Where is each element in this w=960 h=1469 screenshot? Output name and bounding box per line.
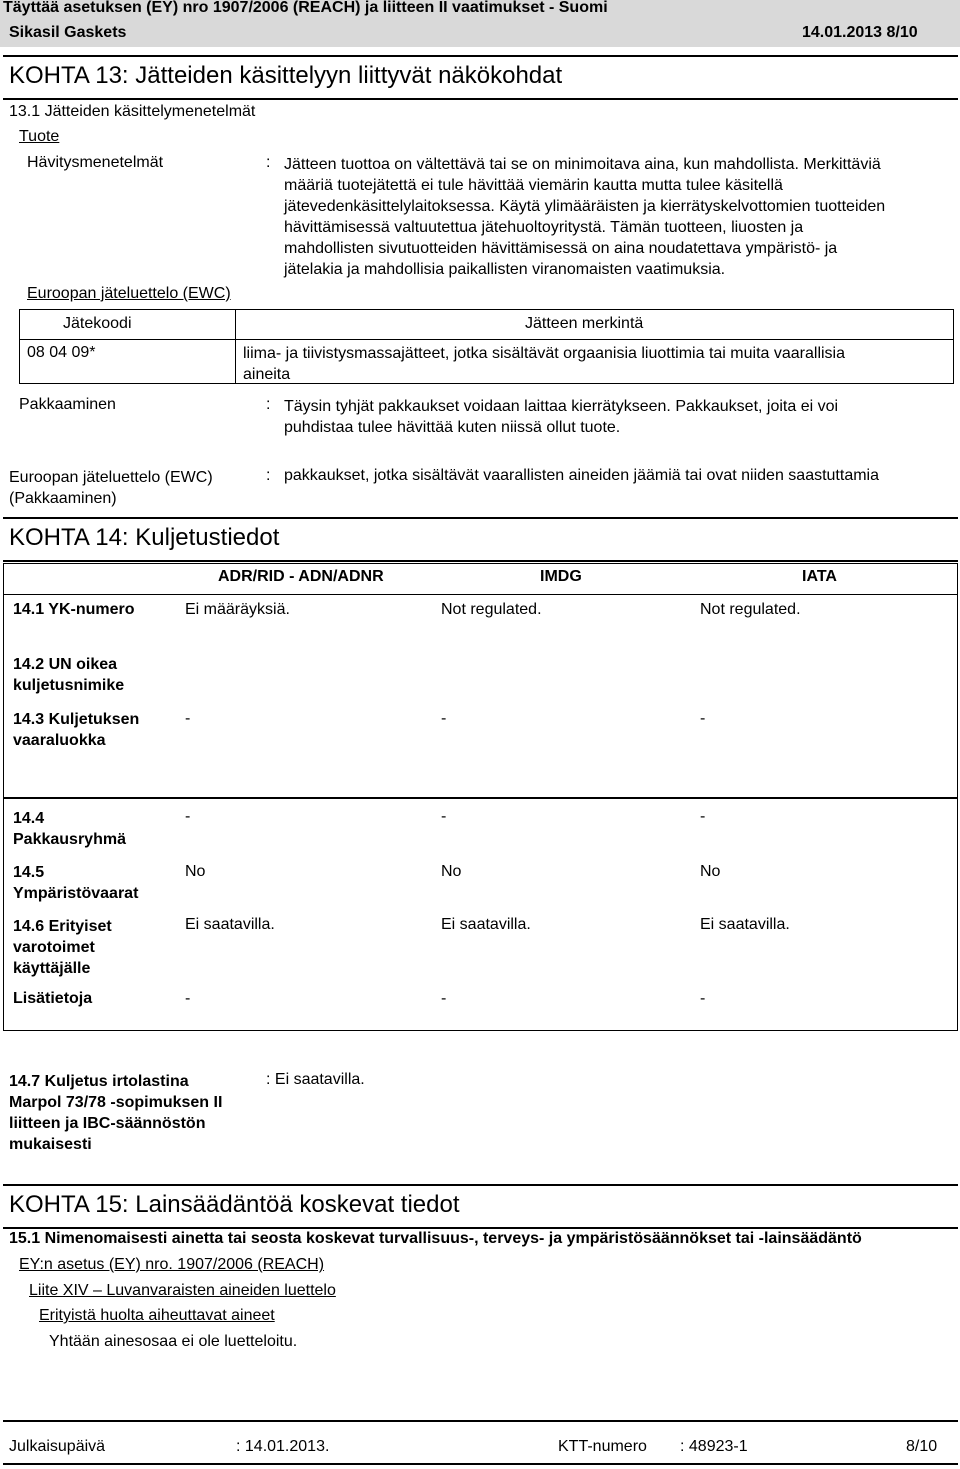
- row-label-line: 14.6 Erityiset: [13, 918, 112, 935]
- ewc-desc-line: aineita: [243, 366, 291, 383]
- row-label-line: 14.5: [13, 864, 45, 881]
- ewc-label: Euroopan jäteluettelo (EWC): [27, 285, 231, 302]
- ewc-packaging-colon: :: [266, 467, 271, 484]
- row-value-adr: -: [185, 990, 191, 1007]
- document-header: [0, 0, 960, 47]
- ewc-packaging-value: pakkaukset, jotka sisältävät vaarallisten aineiden jäämiä tai ovat niiden saastuttamia: [284, 467, 879, 484]
- disposal-line: jätevedenkäsittelylaitoksessa. Käytä ylimääräisten ja kierrätyskelvottomien tuotteiden: [284, 198, 886, 215]
- row-value-imdg: Not regulated.: [441, 601, 542, 618]
- row-label-line: varotoimet: [13, 939, 95, 956]
- product-name: Sikasil Gaskets: [9, 24, 127, 41]
- row-value-adr: Ei määräyksiä.: [185, 601, 290, 618]
- row-value-iata: Ei saatavilla.: [700, 916, 790, 933]
- packaging-text: [284, 396, 944, 438]
- row-label: [13, 862, 173, 904]
- ewc-code: 08 04 09*: [27, 344, 96, 361]
- row-value-adr: No: [185, 863, 206, 880]
- ewc-col-code: Jätekoodi: [63, 315, 132, 332]
- reach-regulation: EY:n asetus (EY) nro. 1907/2006 (REACH): [19, 1256, 325, 1273]
- footer-page: 8/10: [906, 1438, 938, 1455]
- disposal-line: jätelakia ja mahdollisia paikallisten viranomaisten vaatimuksia.: [284, 261, 726, 278]
- disposal-text: [284, 154, 954, 280]
- row-value-iata: -: [700, 710, 706, 727]
- disposal-colon: :: [266, 154, 271, 171]
- ewc-packaging-label-line: (Pakkaaminen): [9, 490, 117, 507]
- bulk-transport-label: [9, 1071, 269, 1155]
- section-14-title: KOHTA 14: Kuljetustiedot: [9, 524, 280, 551]
- ktt-label: KTT-numero: [558, 1438, 647, 1455]
- row-label: [13, 808, 173, 850]
- row-value-imdg: Ei saatavilla.: [441, 916, 531, 933]
- row-value-imdg: -: [441, 710, 447, 727]
- ewc-packaging-label-line: Euroopan jäteluettelo (EWC): [9, 469, 213, 486]
- row-label: [13, 916, 173, 979]
- col-adr: ADR/RID - ADN/ADNR: [218, 568, 384, 585]
- ewc-desc-line: liima- ja tiivistysmassajätteet, jotka sisältävät orgaanisia liuottimia tai muita vaarallisia: [243, 345, 846, 362]
- row-value-iata: -: [700, 990, 706, 1007]
- document-footer: [3, 1420, 958, 1465]
- svhc-heading: Erityistä huolta aiheuttavat aineet: [39, 1307, 275, 1324]
- disposal-line: hävittämisessä valtuutettua jätehuoltoyritystä. Tämän tuotteen, liuosten ja: [284, 219, 804, 236]
- row-value-adr: -: [185, 710, 191, 727]
- date-page: 14.01.2013 8/10: [802, 24, 918, 41]
- row-label: 14.1 YK-numero: [13, 601, 135, 618]
- disposal-line: Jätteen tuottoa on vältettävä tai se on minimoitava aina, kun mahdollista. Merkittäviä: [284, 156, 881, 173]
- ewc-packaging-label: [9, 467, 259, 509]
- annex-xiv: Liite XIV – Luvanvaraisten aineiden luettelo: [29, 1282, 336, 1299]
- row-value-adr: Ei saatavilla.: [185, 916, 275, 933]
- subsection-13-1-title: 13.1 Jätteiden käsittelymenetelmät: [9, 103, 256, 120]
- row-value-adr: -: [185, 808, 191, 825]
- row-value-imdg: -: [441, 990, 447, 1007]
- col-iata: IATA: [802, 568, 837, 585]
- row-label: Lisätietoja: [13, 990, 93, 1007]
- disposal-line: mahdollisten sivutuotteiden hävittämisessä on aina noudatettava ympäristö- ja: [284, 240, 838, 257]
- bulk-label-line: mukaisesti: [9, 1136, 92, 1153]
- disposal-label: Hävitysmenetelmät: [27, 154, 164, 171]
- row-label-line: Pakkausryhmä: [13, 831, 126, 848]
- ktt-value: : 48923-1: [680, 1438, 748, 1455]
- svhc-none-listed: Yhtään ainesosaa ei ole luetteloitu.: [49, 1333, 298, 1350]
- packaging-line: puhdistaa tulee hävittää kuten niissä ollut tuote.: [284, 419, 621, 436]
- row-value-imdg: -: [441, 808, 447, 825]
- row-label-line: vaaraluokka: [13, 732, 106, 749]
- bulk-label-line: 14.7 Kuljetus irtolastina: [9, 1073, 189, 1090]
- section-15-title: KOHTA 15: Lainsäädäntöä koskevat tiedot: [9, 1191, 460, 1218]
- row-value-imdg: No: [441, 863, 462, 880]
- issue-date-value: : 14.01.2013.: [236, 1438, 330, 1455]
- row-label-line: Ympäristövaarat: [13, 885, 139, 902]
- packaging-line: Täysin tyhjät pakkaukset voidaan laittaa kierrätykseen. Pakkaukset, joita ei voi: [284, 398, 839, 415]
- packaging-label: Pakkaaminen: [19, 396, 116, 413]
- packaging-colon: :: [266, 396, 271, 413]
- disposal-line: määriä tuotejätettä ei tule hävittää viemärin kautta mutta tulee käsitellä: [284, 177, 783, 194]
- row-label-line: 14.2 UN oikea: [13, 656, 118, 673]
- row-label-line: kuljetusnimike: [13, 677, 125, 694]
- row-value-iata: No: [700, 863, 721, 880]
- bulk-transport-value: : Ei saatavilla.: [266, 1071, 365, 1088]
- row-label: [13, 654, 173, 696]
- row-label: [13, 709, 173, 751]
- row-label-line: 14.3 Kuljetuksen: [13, 711, 140, 728]
- ewc-col-desc: Jätteen merkintä: [525, 315, 644, 332]
- ewc-table-divider: [235, 309, 236, 384]
- issue-date-label: Julkaisupäivä: [9, 1438, 106, 1455]
- row-label-line: käyttäjälle: [13, 960, 91, 977]
- subsection-15-1-title: 15.1 Nimenomaisesti ainetta tai seosta koskevat turvallisuus-, terveys- ja ympäristösäännökset tai -lainsäädäntö: [9, 1230, 862, 1247]
- regulation-title: Täyttää asetuksen (EY) nro 1907/2006 (REACH) ja liitteen II vaatimukset - Suomi: [3, 0, 608, 16]
- transport-table-divider: [3, 594, 958, 595]
- section-13-title: KOHTA 13: Jätteiden käsittelyyn liittyvät näkökohdat: [9, 62, 563, 89]
- bulk-label-line: Marpol 73/78 -sopimuksen II: [9, 1094, 223, 1111]
- row-value-iata: -: [700, 808, 706, 825]
- bulk-label-line: liitteen ja IBC-säännöstön: [9, 1115, 206, 1132]
- row-value-iata: Not regulated.: [700, 601, 801, 618]
- ewc-table-divider: [19, 339, 954, 340]
- ewc-description: [243, 343, 953, 385]
- product-label: Tuote: [19, 128, 60, 145]
- row-label-line: 14.4: [13, 810, 45, 827]
- col-imdg: IMDG: [540, 568, 582, 585]
